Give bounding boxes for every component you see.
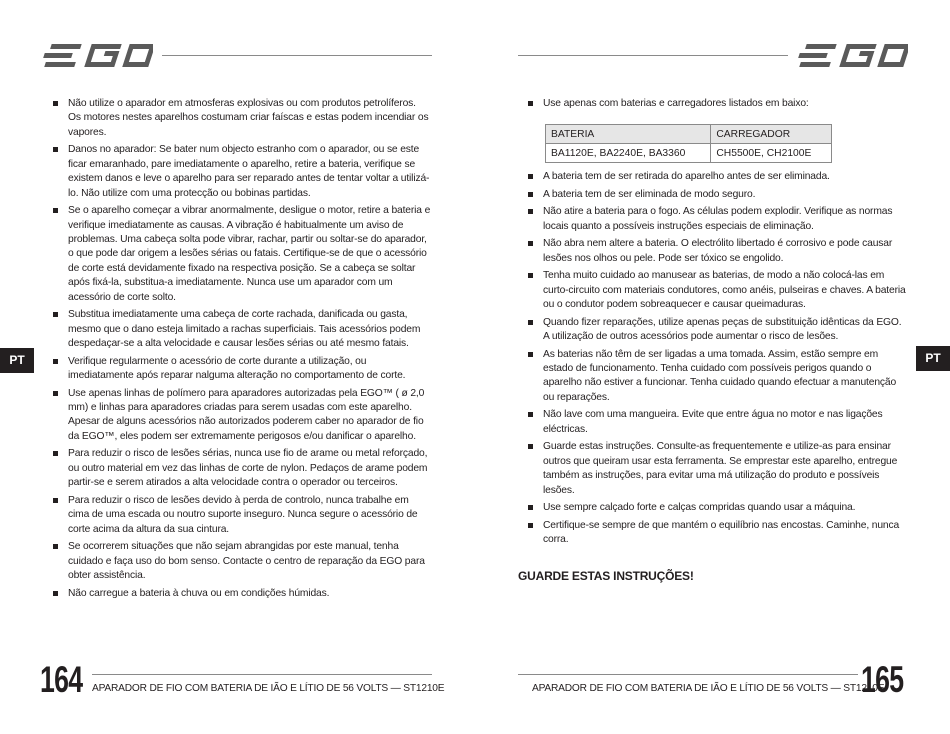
list-item <box>528 97 908 111</box>
intro-list <box>528 97 908 115</box>
language-tab: PT <box>0 348 34 373</box>
list-item-text: Se o aparelho começar a vibrar anormalmente, desligue o motor, retire a bateria e verifique imediatamente as causas. A vibração é habitualmente um aviso de problemas. Uma cabeça solta pode vibrar, rachar, partir ou soltar-se do aparador, o que pode dar origem a lesões sérias ou fatais. Certifique-se de que o acessório de corte está devidamente fixado na respectiva posição. Se a cabeça se soltar após fixá-la, substitua-a imediatamente. Nunca use um aparador com um acessório de corte solto. <box>68 205 431 303</box>
bullet-icon <box>528 209 533 214</box>
footer-rule <box>92 674 432 675</box>
list-item-text: Use apenas linhas de polímero para aparadores autorizadas pela EGO™ ( ø 2,0 mm) e linhas para aparadores criadas para serem usadas com este aparelho. Apesar de alguns acessórios não autorizados poderem caber no aparador de fio da EGO™, eles podem ser extremamente perigosos e/ou danificar o aparelho. <box>68 387 425 442</box>
ego-logo <box>798 40 908 70</box>
list-item <box>528 408 908 437</box>
list-item <box>528 316 908 345</box>
bullet-icon <box>53 591 58 596</box>
list-item-text: Certifique-se sempre de que mantém o equilíbrio nas encostas. Caminhe, nunca corra. <box>543 519 900 546</box>
page-number: 164 <box>40 659 83 700</box>
list-item <box>528 237 908 266</box>
list-item-text: Não lave com uma mangueira. Evite que entre água no motor e nas ligações eléctricas. <box>543 409 883 435</box>
list-item <box>528 501 908 515</box>
bullet-icon <box>53 498 58 503</box>
bullet-icon <box>528 505 533 510</box>
cell-battery: BA1120E, BA2240E, BA3360 <box>546 144 711 163</box>
right-page <box>475 0 950 734</box>
bullet-icon <box>528 192 533 197</box>
list-item <box>528 440 908 498</box>
list-item <box>53 97 431 140</box>
bullet-icon <box>53 451 58 456</box>
header-rule <box>162 55 432 56</box>
bullet-icon <box>528 412 533 417</box>
bullet-icon <box>528 320 533 325</box>
ego-logo-icon <box>798 40 908 70</box>
list-item-text: Use sempre calçado forte e calças compridas quando usar a máquina. <box>543 502 856 514</box>
ego-logo-icon <box>43 40 153 70</box>
list-item <box>53 447 431 490</box>
bullet-icon <box>528 241 533 246</box>
bullet-icon <box>53 391 58 396</box>
header-battery: BATERIA <box>546 125 711 144</box>
bullet-icon <box>528 174 533 179</box>
table-header-row <box>546 125 832 144</box>
bullet-icon <box>53 544 58 549</box>
cell-charger: CH5500E, CH2100E <box>711 144 832 163</box>
bullet-icon <box>528 273 533 278</box>
list-item <box>528 348 908 406</box>
bullet-icon <box>528 523 533 528</box>
list-item-text: A bateria tem de ser retirada do aparelho antes de ser eliminada. <box>543 171 830 182</box>
footer-rule <box>518 674 858 675</box>
left-safety-list <box>53 97 431 604</box>
ego-logo <box>43 40 153 70</box>
bullet-icon <box>53 208 58 213</box>
list-item <box>528 519 908 548</box>
list-item-text: Não utilize o aparador em atmosferas explosivas ou com produtos petrolíferos. Os motores nestes aparelhos costumam criar faíscas e estas podem incendiar os vapores. <box>68 98 429 138</box>
list-item-text: Substitua imediatamente uma cabeça de corte rachada, danificada ou gasta, mesmo que o dano esteja limitado a rachas superficiais. Tais acessórios podem despedaçar-se a alta velocidade e causar lesões sérias ou até mesmo fatais. <box>68 309 421 350</box>
bullet-icon <box>53 359 58 364</box>
keep-instructions-heading: GUARDE ESTAS INSTRUÇÕES! <box>518 569 694 583</box>
list-item <box>53 204 431 305</box>
list-item <box>528 205 908 234</box>
list-item-text: A bateria tem de ser eliminada de modo seguro. <box>543 188 756 200</box>
bullet-icon <box>528 444 533 449</box>
list-item <box>528 188 908 202</box>
list-item <box>53 494 431 537</box>
list-item <box>528 170 908 184</box>
list-item <box>528 269 908 312</box>
list-item-text: Danos no aparador: Se bater num objecto estranho com o aparador, ou se este ficar emaranhado, pare imediatamente o aparelho, retire a bateria, verifique se existem danos e leve o aparelho para ser reparado antes de tentar voltar a utilizá-lo. Não utilize com uma protecção ou bobinas partidas. <box>68 144 430 199</box>
list-item-text: As baterias não têm de ser ligadas a uma tomada. Assim, estão sempre em estado de funcionamento. Tenha cuidado com possíveis perigos quando o aparelho não estiver a funcionar. Tenha cuidado quando efectuar a manutenção ou reparações. <box>543 348 897 403</box>
list-item-text: Quando fizer reparações, utilize apenas peças de substituição idênticas da EGO. A utilização de outros acessórios pode aumentar o risco de lesões. <box>543 316 902 342</box>
list-item-text: Verifique regularmente o acessório de corte durante a utilização, ou imediatamente após reparar nalguma alteração no comportamento de corte. <box>68 355 406 382</box>
header-charger: CARREGADOR <box>711 125 832 144</box>
list-item-text: Para reduzir o risco de lesões devido à perda de controlo, nunca trabalhe em cima de uma escada ou noutro suporte inseguro. Nunca segure o acessório de corte acima da altura da sua cintura. <box>68 494 418 535</box>
bullet-icon <box>53 147 58 152</box>
language-tab: PT <box>916 346 950 371</box>
list-item-text: Não carregue a bateria à chuva ou em condições húmidas. <box>68 587 330 599</box>
list-item <box>53 587 431 601</box>
footer-title: APARADOR DE FIO COM BATERIA DE IÃO E LÍTIO DE 56 VOLTS — ST1210E <box>532 683 885 694</box>
list-item-text: Não atire a bateria para o fogo. As células podem explodir. Verifique as normas locais quanto a possíveis instruções especiais de eliminação. <box>543 206 893 232</box>
list-item <box>53 143 431 201</box>
right-safety-list <box>528 170 908 551</box>
list-item <box>53 540 431 583</box>
list-item-text: Use apenas com baterias e carregadores listados em baixo: <box>543 98 809 109</box>
bullet-icon <box>53 101 58 106</box>
page-number: 165 <box>861 659 904 700</box>
bullet-icon <box>528 101 533 106</box>
bullet-icon <box>528 352 533 357</box>
list-item <box>53 355 431 384</box>
battery-charger-table <box>545 124 832 163</box>
list-item-text: Para reduzir o risco de lesões sérias, nunca use fio de arame ou metal reforçado, ou outro material em vez das linhas de corte de nylon. Pedaços de arame podem partir-se e serem atirados a alta velocidade contra o operador ou terceiros. <box>68 448 428 489</box>
list-item-text: Se ocorrerem situações que não sejam abrangidas por este manual, tenha cuidado e faça uso do bom senso. Contacte o centro de reparação da EGO para obter assistência. <box>68 541 425 582</box>
list-item-text: Guarde estas instruções. Consulte-as frequentemente e utilize-as para ensinar outros que queiram usar esta ferramenta. Se emprestar este aparelho, entregue também as instruções, para evitar uma má utilização do produto e possíveis lesões. <box>543 441 898 496</box>
bullet-icon <box>53 312 58 317</box>
list-item-text: Não abra nem altere a bateria. O electrólito libertado é corrosivo e pode causar lesões nos olhos ou pele. Pode ser tóxico se engolido. <box>543 238 893 264</box>
table-row <box>546 144 832 163</box>
header-rule <box>518 55 788 56</box>
footer-title: APARADOR DE FIO COM BATERIA DE IÃO E LÍTIO DE 56 VOLTS — ST1210E <box>92 683 445 694</box>
list-item <box>53 387 431 445</box>
list-item-text: Tenha muito cuidado ao manusear as baterias, de modo a não colocá-las em curto-circuito com materiais condutores, como anéis, pulseiras e chaves. A bateria ou o condutor podem sobreaquecer e causar queimaduras. <box>543 270 906 310</box>
list-item <box>53 308 431 351</box>
